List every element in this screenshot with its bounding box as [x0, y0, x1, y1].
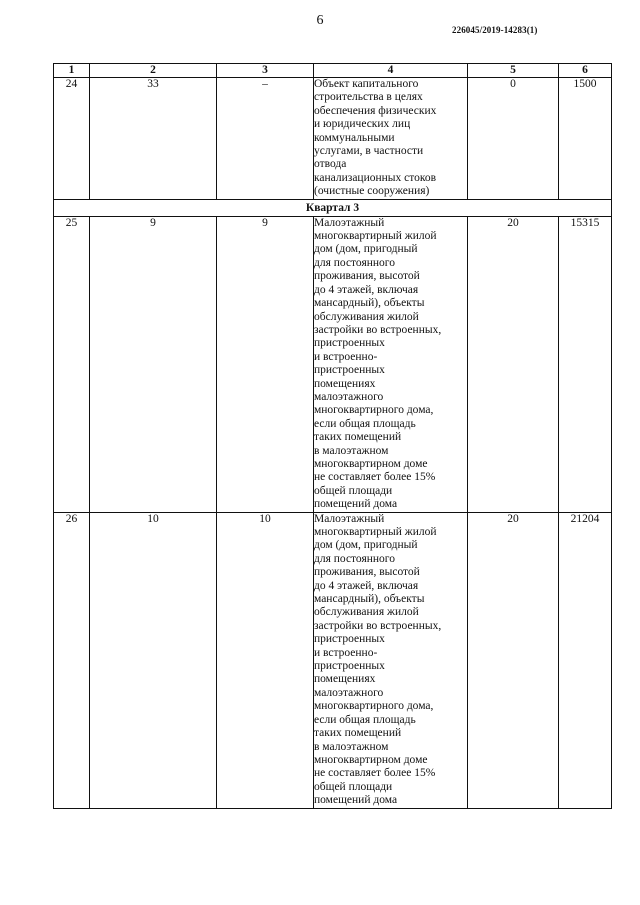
object-number-cell: – [217, 78, 314, 200]
section-row [54, 199, 612, 216]
column-header: 3 [217, 64, 314, 78]
row-number-cell: 25 [54, 216, 90, 512]
page-number: 6 [316, 13, 324, 28]
area-cell: 1500 [559, 78, 612, 200]
object-number-cell: 10 [217, 512, 314, 808]
plot-number-cell: 10 [90, 512, 217, 808]
column-header: 1 [54, 64, 90, 78]
row-number-cell: 24 [54, 78, 90, 200]
percent-cell: 20 [468, 512, 559, 808]
plot-number-cell: 9 [90, 216, 217, 512]
area-cell: 15315 [559, 216, 612, 512]
permitted-use-text: Малоэтажный многоквартирный жилой дом (дом, пригодный для постоянного проживания, высотой до 4 этажей, включая мансардный), объекты обслуживания жилой застройки во встроенных, пристроенных и встроенно- пристроенных помещениях малоэтажного многоквартирного дома, если общая площадь таких помещений в малоэтажном многоквартирном доме не составляет более 15% общей площади помещений дома [314, 216, 442, 511]
column-header: 6 [559, 64, 612, 78]
column-header: 2 [90, 64, 217, 78]
table-row [54, 216, 612, 512]
permitted-use-text: Объект капитального строительства в целях обеспечения физических и юридических лиц коммунальными услугами, в частности отвода канализационных стоков (очистные сооружения) [314, 78, 437, 198]
column-header: 5 [468, 64, 559, 78]
table-row [54, 512, 612, 808]
document-code: 226045/2019-14283(1) [452, 25, 538, 35]
object-number-cell: 9 [217, 216, 314, 512]
permitted-use-cell [314, 78, 468, 200]
section-title: Квартал 3 [54, 199, 612, 216]
column-header: 4 [314, 64, 468, 78]
land-plot-table [53, 63, 612, 809]
row-number-cell: 26 [54, 512, 90, 808]
table-header-row [54, 64, 612, 78]
plot-number-cell: 33 [90, 78, 217, 200]
permitted-use-cell [314, 512, 468, 808]
permitted-use-text: Малоэтажный многоквартирный жилой дом (дом, пригодный для постоянного проживания, высотой до 4 этажей, включая мансардный), объекты обслуживания жилой застройки во встроенных, пристроенных и встроенно- пристроенных помещениях малоэтажного многоквартирного дома, если общая площадь таких помещений в малоэтажном многоквартирном доме не составляет более 15% общей площади помещений дома [314, 512, 442, 807]
percent-cell: 20 [468, 216, 559, 512]
permitted-use-cell [314, 216, 468, 512]
table-row [54, 78, 612, 200]
area-cell: 21204 [559, 512, 612, 808]
percent-cell: 0 [468, 78, 559, 200]
